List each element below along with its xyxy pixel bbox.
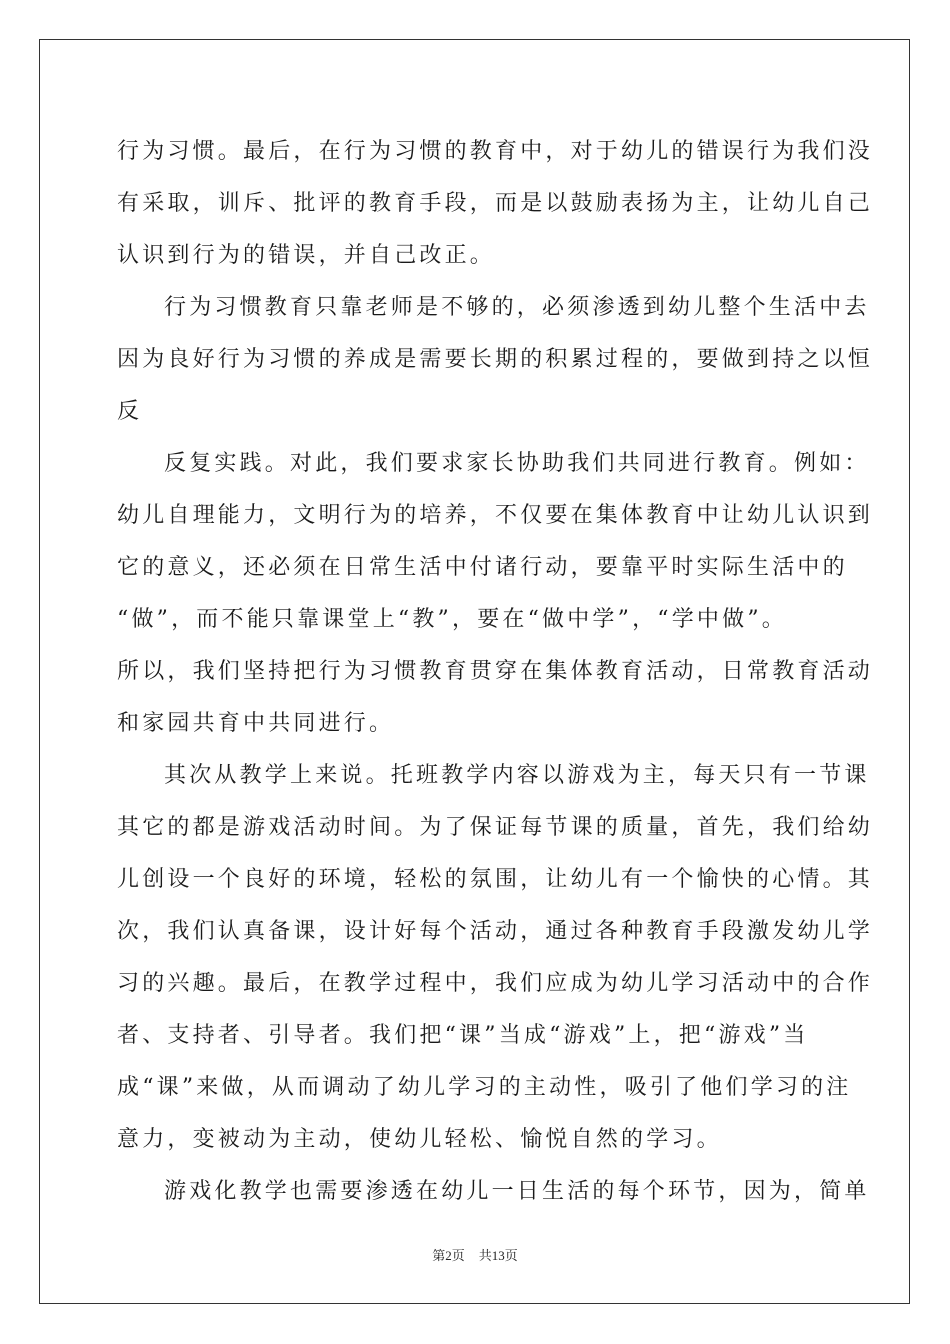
text-line: 意力，变被动为主动，使幼儿轻松、愉悦自然的学习。 xyxy=(117,1127,722,1152)
text-line: 次，我们认真备课，设计好每个活动，通过各种教育手段激发幼儿学 xyxy=(117,919,874,944)
text-line: 有采取，训斥、批评的教育手段，而是以鼓励表扬为主，让幼儿自己 xyxy=(117,191,874,216)
text-line: 认识到行为的错误，并自己改正。 xyxy=(117,243,496,268)
text-line: 习的兴趣。最后，在教学过程中，我们应成为幼儿学习活动中的合作 xyxy=(117,971,874,996)
page-footer xyxy=(0,1246,950,1266)
text-line: 它的意义，还必须在日常生活中付诸行动，要靠平时实际生活中的 xyxy=(117,555,848,580)
text-line: 和家园共育中共同进行。 xyxy=(117,711,395,736)
text-line: 成“课”来做，从而调动了幼儿学习的主动性，吸引了他们学习的注 xyxy=(117,1075,852,1100)
text-line: 其它的都是游戏活动时间。为了保证每节课的质量，首先，我们给幼 xyxy=(117,815,874,840)
text-line: 幼儿自理能力，文明行为的培养，不仅要在集体教育中让幼儿认识到 xyxy=(117,503,874,528)
text-line: 反 xyxy=(117,399,143,424)
paragraph-first-line: 反复实践。对此，我们要求家长协助我们共同进行教育。例如： xyxy=(164,451,870,476)
page-total: 共13页 xyxy=(478,1248,518,1263)
paragraph-first-line: 游戏化教学也需要渗透在幼儿一日生活的每个环节，因为，简单 xyxy=(164,1179,870,1204)
text-line: “做”，而不能只靠课堂上“教”，要在“做中学”，“学中做”。 xyxy=(117,607,787,632)
text-line: 因为良好行为习惯的养成是需要长期的积累过程的，要做到持之以恒 xyxy=(117,347,874,372)
text-line: 者、支持者、引导者。我们把“课”当成“游戏”上，把“游戏”当 xyxy=(117,1023,809,1048)
paragraph-first-line: 其次从教学上来说。托班教学内容以游戏为主，每天只有一节课 xyxy=(164,763,870,788)
text-line: 儿创设一个良好的环境，轻松的氛围，让幼儿有一个愉快的心情。其 xyxy=(117,867,874,892)
page-number: 第2页 xyxy=(432,1248,465,1263)
text-line: 所以，我们坚持把行为习惯教育贯穿在集体教育活动，日常教育活动 xyxy=(117,659,874,684)
text-line: 行为习惯。最后，在行为习惯的教育中，对于幼儿的错误行为我们没 xyxy=(117,139,874,164)
paragraph-first-line: 行为习惯教育只靠老师是不够的，必须渗透到幼儿整个生活中去 xyxy=(164,295,870,320)
